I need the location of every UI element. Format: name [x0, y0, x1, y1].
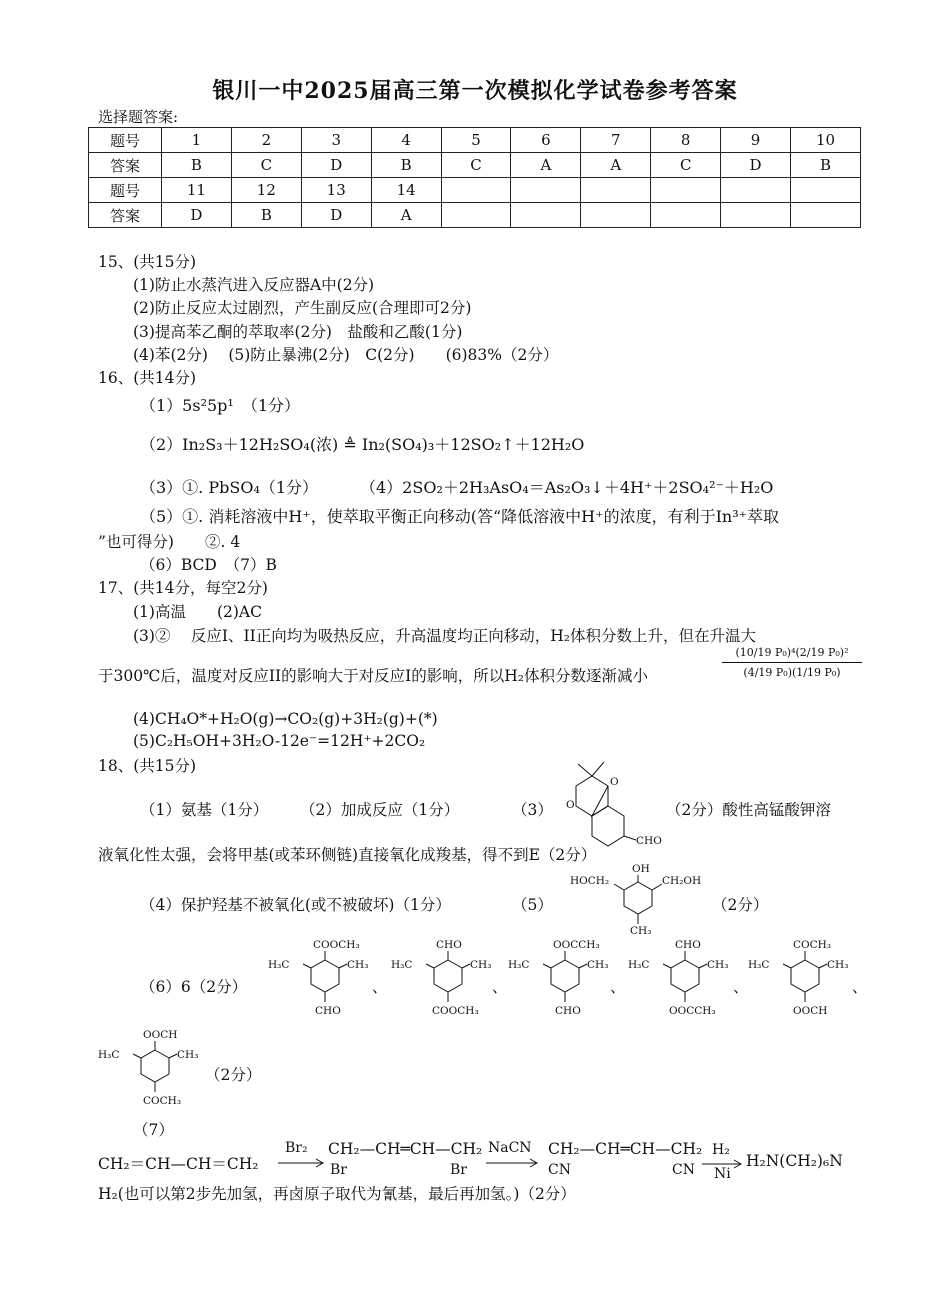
atom-o: O — [610, 776, 619, 788]
svg-text:CHO: CHO — [675, 939, 701, 951]
isomer-2 — [388, 938, 498, 1026]
svg-text:OOCCH₃: OOCCH₃ — [553, 939, 600, 951]
reagent-br2: Br₂ — [285, 1140, 308, 1156]
q17-line1: (1)高温 (2)AC — [133, 603, 262, 621]
svg-text:OOCH: OOCH — [143, 1029, 178, 1041]
kp-fraction — [722, 646, 862, 679]
isomer-6 — [95, 1028, 205, 1116]
q15-heading: 15、(共15分) — [98, 253, 197, 271]
q18-line1b: （2）加成反应（1分） — [300, 801, 460, 819]
q15-line1: (1)防止水蒸汽进入反应器A中(2分) — [133, 276, 375, 294]
arrow-icon — [278, 1159, 328, 1167]
reagent-h2: H₂ — [712, 1142, 730, 1158]
q17-line5: (5)C₂H₅OH+3H₂O-12e⁻=12H⁺+2CO₂ — [133, 732, 426, 750]
frac-numerator: (10/19 P₀)⁴(2/19 P₀)² — [735, 646, 849, 659]
svg-text:CH₃: CH₃ — [630, 925, 652, 937]
q15-line2: (2)防止反应太过剧烈，产生副反应(合理即可2分) — [133, 299, 472, 317]
q17-line3a: (3)② 反应I、II正向均为吸热反应，升高温度均正向移动，H₂体积分数上升，但在升温大 — [133, 627, 756, 645]
table-row: 题号 11 12 13 14 — [89, 178, 861, 203]
svg-text:CH₂OH: CH₂OH — [662, 875, 702, 887]
isomer-3 — [505, 938, 615, 1026]
q15-line3: (3)提高苯乙酮的萃取率(2分) 盐酸和乙酸(1分) — [133, 323, 463, 341]
svg-text:COOCH₃: COOCH₃ — [313, 939, 360, 951]
svg-text:HOCH₂: HOCH₂ — [570, 875, 610, 887]
q16-line6: （6）BCD （7）B — [140, 556, 277, 574]
q18-line1d: （2分）酸性高锰酸钾溶 — [666, 801, 831, 819]
svg-text:OOCCH₃: OOCCH₃ — [669, 1005, 716, 1017]
q16-line3a: （3）①. PbSO₄（1分） — [140, 478, 319, 497]
q16-heading: 16、(共14分) — [98, 369, 197, 387]
svg-text:CHO: CHO — [315, 1005, 341, 1017]
q16-line1: （1）5s²5p¹ （1分） — [140, 396, 301, 415]
q17-heading: 17、(共14分，每空2分) — [98, 579, 268, 597]
svg-text:CH₃: CH₃ — [587, 959, 609, 971]
isomer-4 — [625, 938, 735, 1026]
svg-text:OH: OH — [632, 863, 650, 875]
svg-text:H₃C: H₃C — [268, 959, 290, 971]
svg-text:CH₃: CH₃ — [470, 959, 492, 971]
q17-line3b: 于300℃后，温度对反应II的影响大于对反应I的影响，所以H₂体积分数逐渐减小 — [98, 667, 649, 685]
table-row: 答案 D B D A — [89, 203, 861, 228]
svg-text:OOCH: OOCH — [793, 1005, 828, 1017]
q18-line6-points: （2分） — [205, 1066, 262, 1084]
svg-text:CHO: CHO — [555, 1005, 581, 1017]
svg-text:CH₃: CH₃ — [177, 1049, 199, 1061]
svg-text:COCH₃: COCH₃ — [793, 939, 832, 951]
intermediate-2: CH₂—CH═CH—CH₂ — [548, 1140, 703, 1158]
table-row: 题号 1 2 3 4 5 6 7 8 9 10 — [89, 128, 861, 153]
structure-q5 — [570, 862, 720, 938]
label-cho: CHO — [636, 835, 662, 847]
arrow-icon — [702, 1160, 746, 1168]
q18-line4: （4）保护羟基不被氧化(或不被破坏)（1分） — [140, 896, 451, 914]
q18-heading: 18、(共15分) — [98, 757, 197, 775]
svg-text:H₃C: H₃C — [628, 959, 650, 971]
svg-text:H₃C: H₃C — [98, 1049, 120, 1061]
isomer-5 — [745, 938, 855, 1026]
svg-text:H₃C: H₃C — [391, 959, 413, 971]
route-note: H₂(也可以第2步先加氢，再卤原子取代为氰基，最后再加氢。)（2分） — [98, 1185, 576, 1203]
intermediate-1: CH₂—CH═CH—CH₂ — [328, 1140, 483, 1158]
q16-line2: （2）In₂S₃＋12H₂SO₄(浓) ≜ In₂(SO₄)₃＋12SO₂↑＋12H₂O — [140, 435, 585, 454]
page-title: 银川一中2025届高三第一次模拟化学试卷参考答案 — [212, 78, 738, 104]
isomer-1 — [265, 938, 375, 1026]
svg-text:CH₃: CH₃ — [707, 959, 729, 971]
row-header: 题号 — [89, 128, 162, 153]
q16-line5: （5）①. 消耗溶液中H⁺，使萃取平衡正向移动(答“降低溶液中H⁺的浓度，有利于In³⁺萃取 — [140, 507, 780, 526]
route-product: H₂N(CH₂)₆N — [746, 1152, 843, 1170]
table-row: 答案 B C D B C A A C D B — [89, 153, 861, 178]
q18-line5-points: （2分） — [712, 896, 769, 914]
q16-line3b: （4）2SO₂＋2H₃AsO₄＝As₂O₃↓＋4H⁺＋2SO₄²⁻＋H₂O — [360, 478, 774, 497]
atom-o: O — [566, 799, 575, 811]
row-header: 题号 — [89, 178, 162, 203]
svg-text:COCH₃: COCH₃ — [143, 1095, 182, 1107]
q18-line2: 液氧化性太强，会将甲基(或苯环侧链)直接氧化成羧基，得不到E（2分） — [98, 846, 597, 864]
row-header: 答案 — [89, 153, 162, 178]
reagent-ni: Ni — [714, 1166, 731, 1182]
svg-text:H₃C: H₃C — [508, 959, 530, 971]
mc-label: 选择题答案: — [98, 108, 179, 126]
q18-line7: （7） — [133, 1121, 174, 1139]
structure-q3 — [552, 758, 662, 847]
answer-table — [88, 127, 861, 228]
q18-line1c: （3） — [512, 801, 553, 819]
q18-line5: （5） — [512, 896, 553, 914]
q17-line4: (4)CH₄O*+H₂O(g)→CO₂(g)+3H₂(g)+(*) — [133, 710, 438, 728]
svg-text:CH₃: CH₃ — [347, 959, 369, 971]
svg-text:CH₃: CH₃ — [827, 959, 849, 971]
q15-line4: (4)苯(2分) (5)防止暴沸(2分) C(2分) (6)83%（2分） — [133, 346, 559, 364]
q18-line1a: （1）氨基（1分） — [140, 801, 269, 819]
row-header: 答案 — [89, 203, 162, 228]
reagent-nacn: NaCN — [488, 1140, 532, 1156]
route-start: CH₂＝CH—CH＝CH₂ — [98, 1155, 259, 1173]
q16-line5b: ”也可得分) ②. 4 — [98, 533, 241, 551]
q18-line6: （6）6（2分） — [140, 978, 248, 996]
arrow-icon — [486, 1159, 542, 1167]
svg-text:COOCH₃: COOCH₃ — [432, 1005, 479, 1017]
svg-text:H₃C: H₃C — [748, 959, 770, 971]
frac-denominator: (4/19 P₀)(1/19 P₀) — [743, 666, 841, 679]
svg-text:CHO: CHO — [436, 939, 462, 951]
